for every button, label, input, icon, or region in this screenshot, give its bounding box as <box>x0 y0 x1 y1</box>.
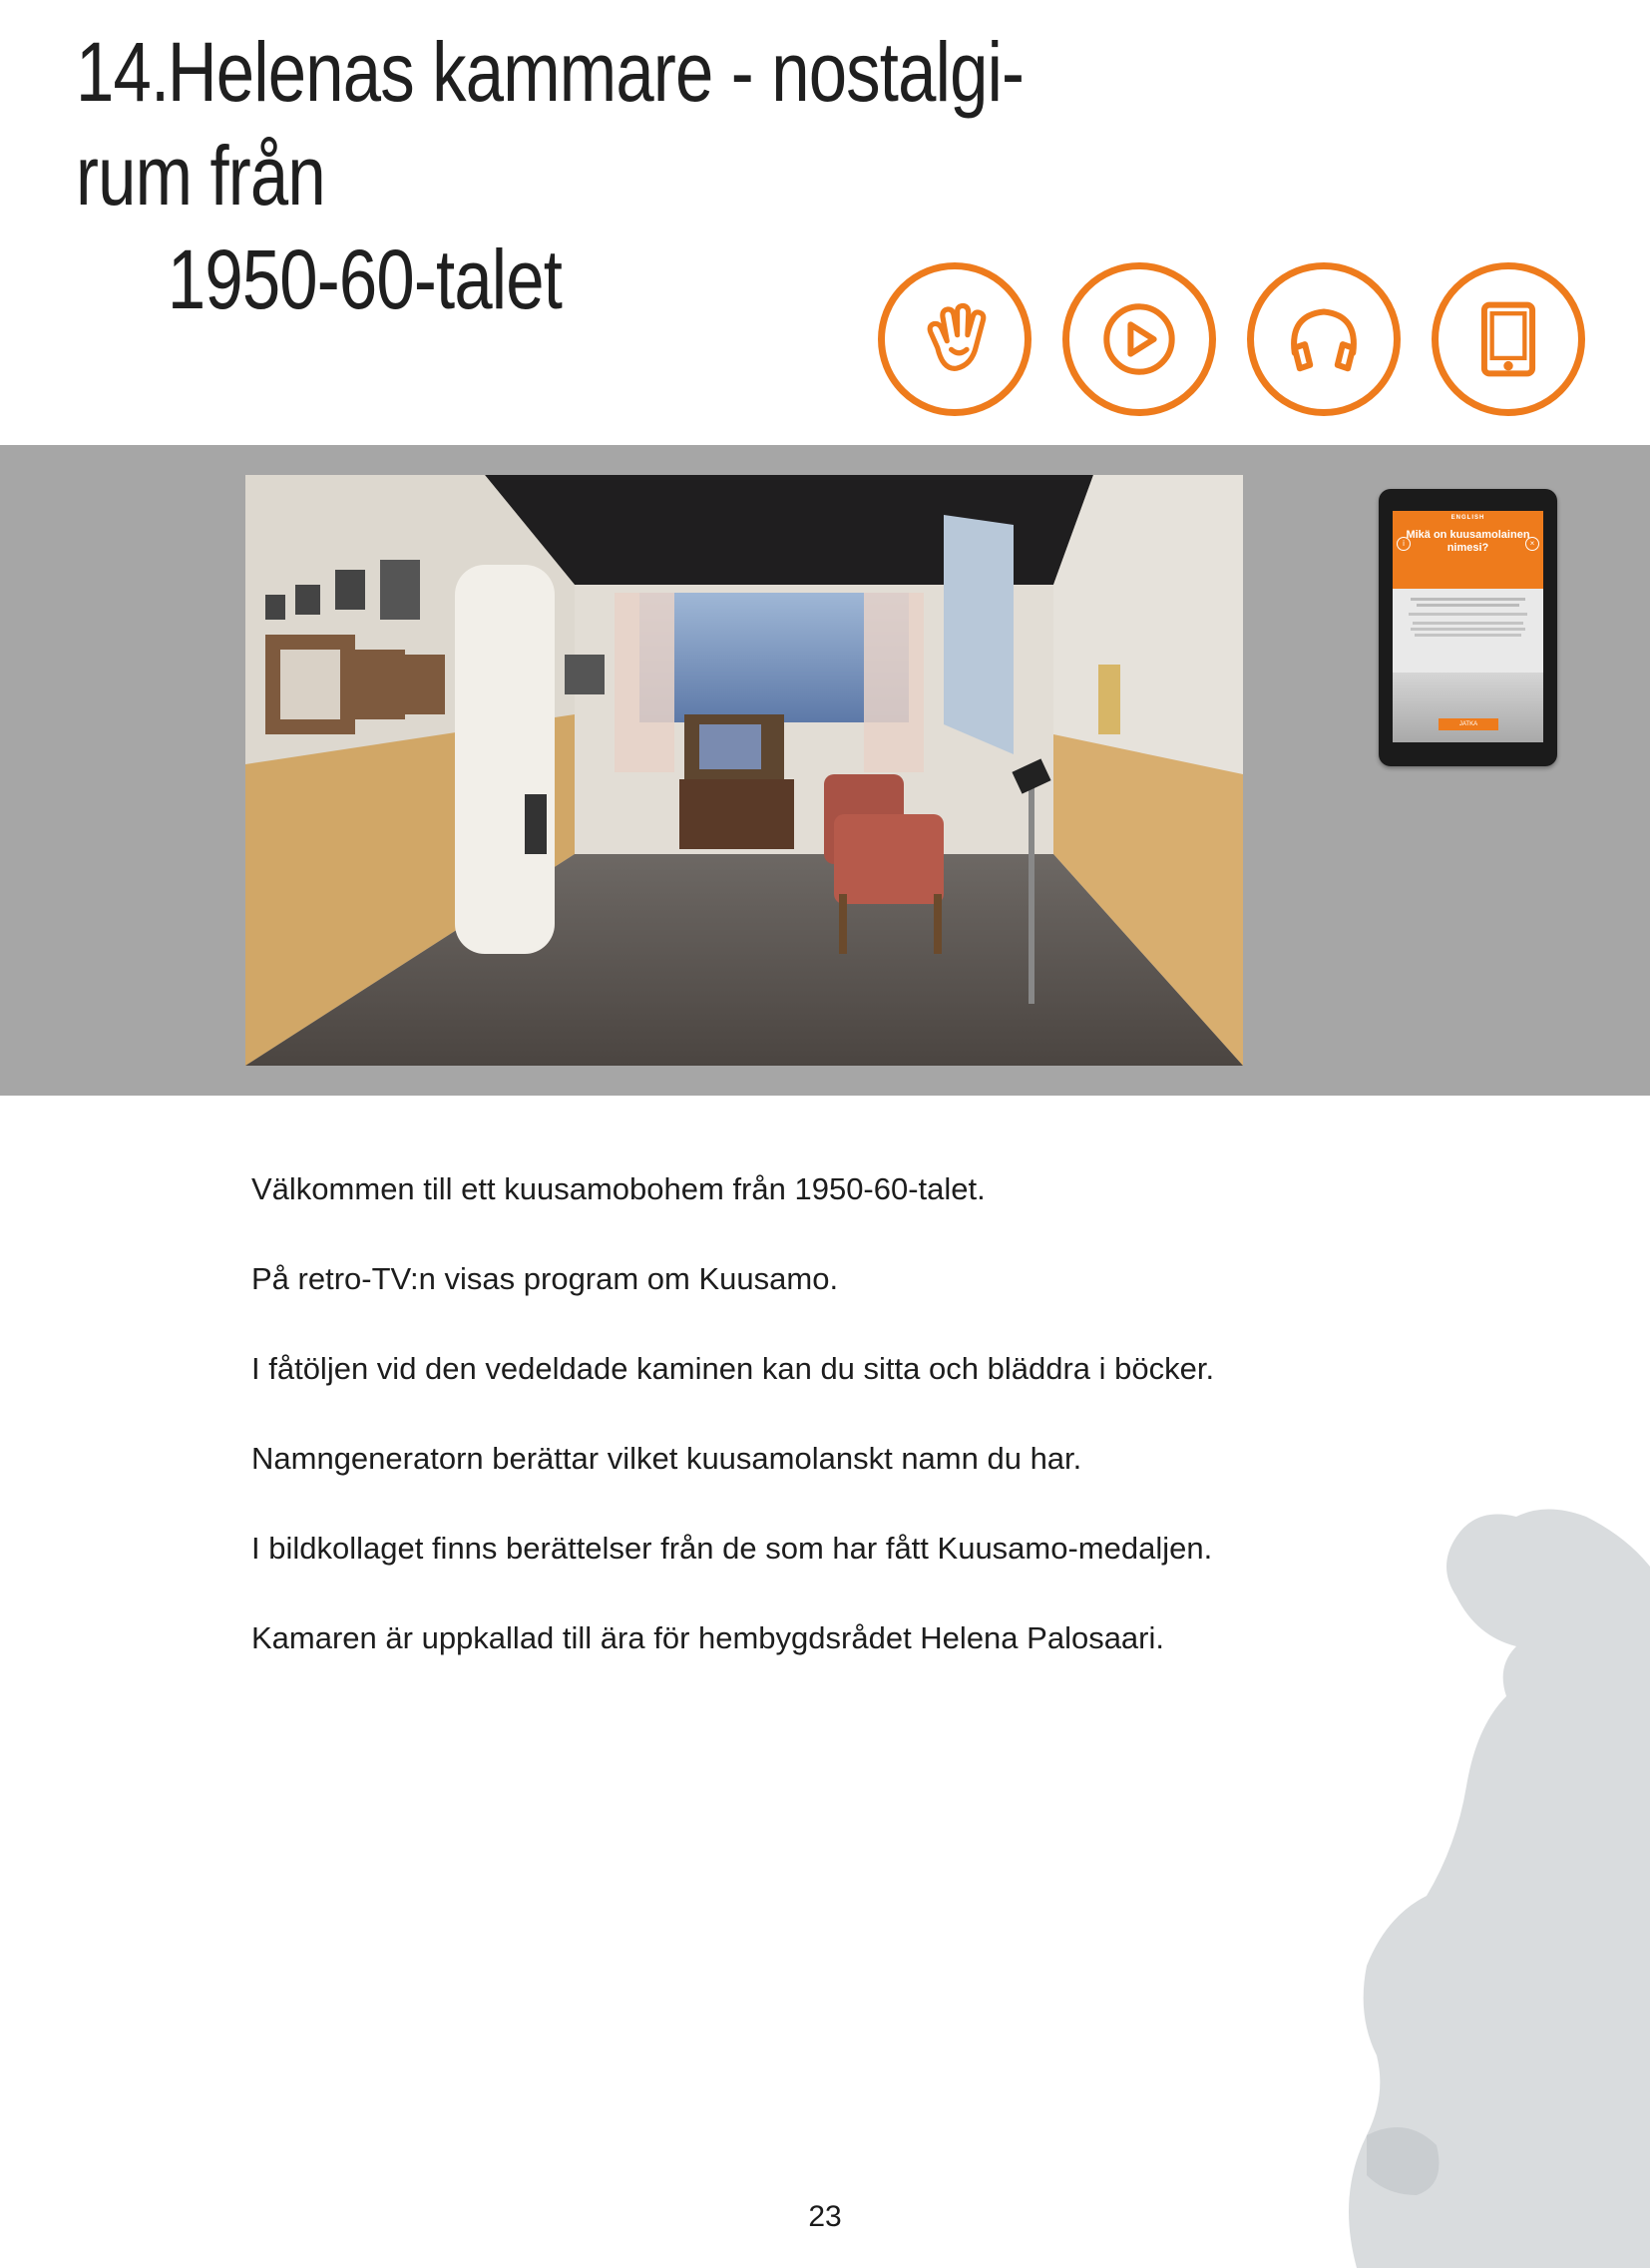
tablet-header <box>1393 511 1543 589</box>
tablet-language-label: ENGLISH <box>1450 515 1485 521</box>
paragraph: På retro-TV:n visas program om Kuusamo. <box>251 1261 839 1296</box>
tablet-photo <box>1393 673 1543 742</box>
headphones-icon <box>1247 262 1401 416</box>
tablet-screenshot <box>1379 489 1557 766</box>
tablet-question: Mikä on kuusamolainen nimesi? <box>1406 529 1530 554</box>
paragraph: Namngeneratorn berättar vilket kuusamolanskt namn du har. <box>251 1441 1082 1476</box>
info-icon: i <box>1397 537 1411 551</box>
hand-icon <box>878 262 1031 416</box>
play-icon <box>1062 262 1216 416</box>
paragraph: I fåtöljen vid den vedeldade kaminen kan du sitta och bläddra i böcker. <box>251 1351 1215 1386</box>
paragraph: Kamaren är uppkallad till ära för hembygdsrådet Helena Palosaari. <box>251 1620 1164 1655</box>
room-photo <box>245 475 1243 1066</box>
body-text <box>251 1169 1349 1708</box>
section-number: 14. <box>76 25 170 119</box>
title-line-1: Helenas kammare - nostalgi-rum från <box>76 25 1025 223</box>
close-icon: × <box>1525 537 1539 551</box>
paragraph: I bildkollaget finns berättelser från de som har fått Kuusamo-medaljen. <box>251 1531 1213 1566</box>
bear-watermark <box>1347 1497 1650 2268</box>
tablet-body <box>1393 589 1543 646</box>
feature-icons <box>878 262 1585 416</box>
page-number: 23 <box>808 2200 842 2233</box>
tablet-continue-button: JATKA <box>1439 718 1498 730</box>
tablet-icon <box>1432 262 1585 416</box>
title-line-2: 1950-60-talet <box>167 232 563 326</box>
paragraph: Välkommen till ett kuusamobohem från 1950-60-talet. <box>251 1171 986 1206</box>
tablet-screen <box>1393 511 1543 742</box>
